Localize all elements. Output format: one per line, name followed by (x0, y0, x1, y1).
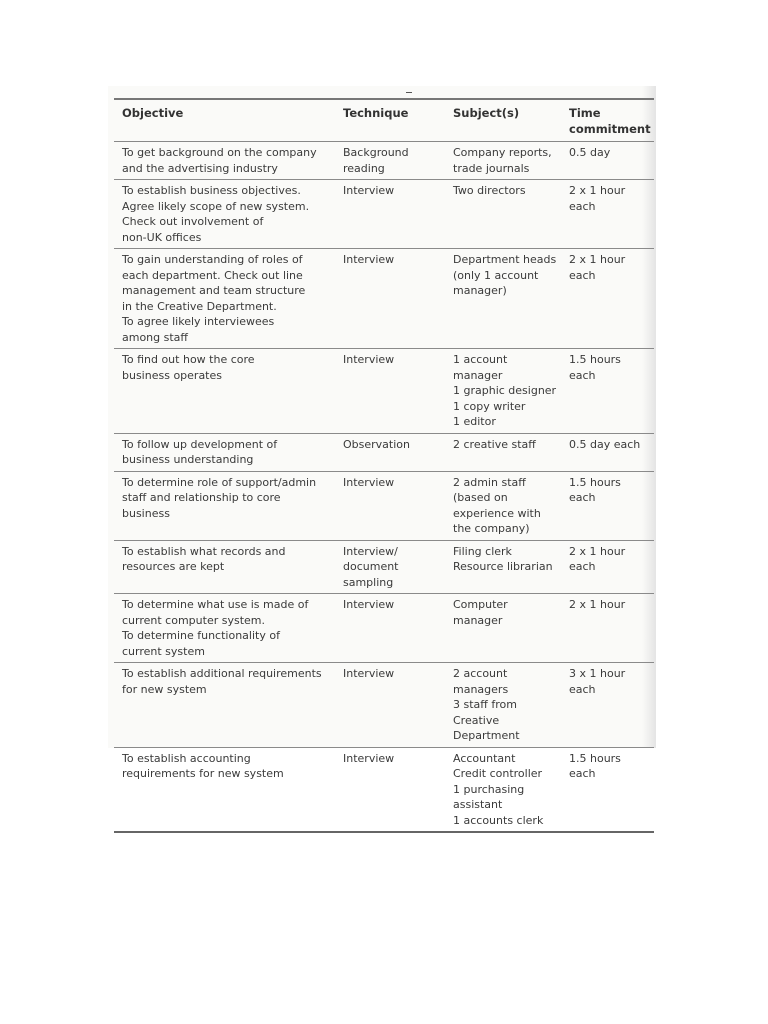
table-row (114, 594, 654, 663)
time-cell: 1.5 hours each (561, 471, 654, 540)
objective-cell: To establish what records and resources are kept (114, 540, 335, 594)
technique-cell: Interview (335, 249, 445, 349)
technique-cell: Interview (335, 594, 445, 663)
technique-cell: Interview (335, 349, 445, 434)
technique-cell: Background reading (335, 142, 445, 180)
time-cell: 1.5 hours each (561, 349, 654, 434)
time-cell: 0.5 day each (561, 433, 654, 471)
table-row (114, 747, 654, 832)
subjects-cell: Department heads (only 1 account manager) (445, 249, 561, 349)
time-cell: 1.5 hours each (561, 747, 654, 832)
technique-cell: Interview (335, 180, 445, 249)
technique-cell: Interview/ document sampling (335, 540, 445, 594)
table-row (114, 540, 654, 594)
subjects-cell: Company reports, trade journals (445, 142, 561, 180)
subjects-cell: 2 account managers 3 staff from Creative Department (445, 663, 561, 748)
objective-cell: To establish additional requirements for new system (114, 663, 335, 748)
time-commitment-header: Time commitment (561, 99, 654, 142)
time-cell: 3 x 1 hour each (561, 663, 654, 748)
subjects-cell: Filing clerk Resource librarian (445, 540, 561, 594)
objective-cell: To establish accounting requirements for new system (114, 747, 335, 832)
subjects-cell: Accountant Credit controller 1 purchasing assistant 1 accounts clerk (445, 747, 561, 832)
technique-cell: Observation (335, 433, 445, 471)
table-row (114, 471, 654, 540)
technique-cell: Interview (335, 663, 445, 748)
objective-cell: To get background on the company and the advertising industry (114, 142, 335, 180)
objective-cell: To determine what use is made of current computer system. To determine functionality of current system (114, 594, 335, 663)
table-row (114, 180, 654, 249)
subjects-cell: Computer manager (445, 594, 561, 663)
objective-cell: To gain understanding of roles of each department. Check out line management and team structure in the Creative Department. To agree likely interviewees among staff (114, 249, 335, 349)
objective-cell: To determine role of support/admin staff and relationship to core business (114, 471, 335, 540)
objective-cell: To establish business objectives. Agree likely scope of new system. Check out involvement of non-UK offices (114, 180, 335, 249)
subjects-cell: 2 admin staff (based on experience with the company) (445, 471, 561, 540)
table-row (114, 663, 654, 748)
table-row (114, 142, 654, 180)
subjects-cell: 2 creative staff (445, 433, 561, 471)
subjects-cell: Two directors (445, 180, 561, 249)
time-cell: 2 x 1 hour each (561, 249, 654, 349)
time-cell: 2 x 1 hour each (561, 180, 654, 249)
header-mark (406, 92, 412, 93)
table-row (114, 349, 654, 434)
table-row (114, 433, 654, 471)
objective-cell: To find out how the core business operates (114, 349, 335, 434)
technique-header: Technique (335, 99, 445, 142)
scanned-page (108, 86, 656, 827)
objective-cell: To follow up development of business understanding (114, 433, 335, 471)
time-cell: 2 x 1 hour (561, 594, 654, 663)
subjects-cell: 1 account manager 1 graphic designer 1 copy writer 1 editor (445, 349, 561, 434)
fact-finding-plan-table (114, 98, 654, 833)
header-row (114, 99, 654, 142)
table-row (114, 249, 654, 349)
technique-cell: Interview (335, 747, 445, 832)
subjects-header: Subject(s) (445, 99, 561, 142)
time-cell: 0.5 day (561, 142, 654, 180)
time-cell: 2 x 1 hour each (561, 540, 654, 594)
objective-header: Objective (114, 99, 335, 142)
technique-cell: Interview (335, 471, 445, 540)
